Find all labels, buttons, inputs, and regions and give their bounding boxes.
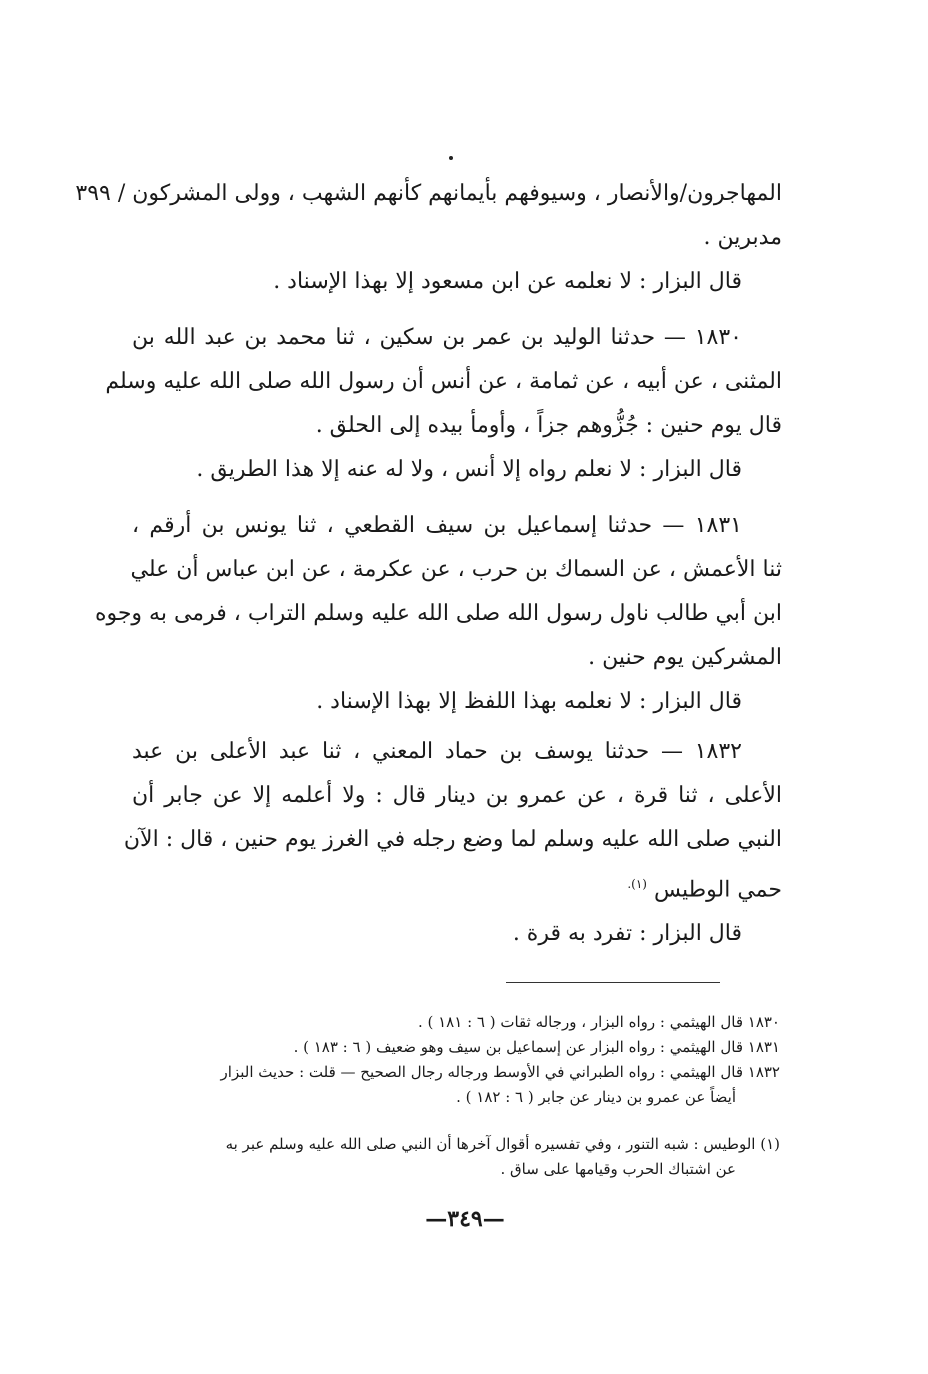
footnote-line-2: عن اشتباك الحرب وقيامها على ساق . xyxy=(500,1160,736,1178)
hadith-1831-line-3: ابن أبي طالب ناول رسول الله صلى الله عليه وسلم التراب ، فرمى به وجوه xyxy=(94,601,782,626)
hadith-1832-line-4 xyxy=(132,862,782,912)
hadith-1832-line-2: الأعلى ، ثنا قرة ، عن عمرو بن دينار قال : ولا أعلمه إلا عن جابر أن xyxy=(132,783,782,808)
footnote-ref: (١). xyxy=(627,877,647,891)
note-1831: ١٨٣١ قال الهيثمي : رواه البزار عن إسماعيل بن سيف وهو ضعيف ( ٦ : ١٨٣ ) . xyxy=(293,1038,780,1056)
hadith-1830-line-1: ١٨٣٠ — حدثنا الوليد بن عمر بن سكين ، ثنا محمد بن عبد الله بن xyxy=(132,325,742,350)
hadith-1832-line-1: ١٨٣٢ — حدثنا يوسف بن حماد المعني ، ثنا عبد الأعلى بن عبد xyxy=(132,739,742,764)
comment-line-3: قال البزار : لا نعلمه بهذا اللفظ إلا بهذا الإسناد . xyxy=(316,689,742,714)
hadith-1830-line-2: المثنى ، عن أبيه ، عن ثمامة ، عن أنس أن رسول الله صلى الله عليه وسلم xyxy=(105,369,782,394)
hadith-1831 xyxy=(94,504,782,724)
comment-line-4: قال البزار : تفرد به قرة . xyxy=(512,921,742,947)
hadith-1832-line-3: النبي صلى الله عليه وسلم لما وضع رجله في الغرز يوم حنين ، قال : الآن xyxy=(123,827,782,852)
text-line-2: مدبرين . xyxy=(703,225,782,250)
text-line-1: المهاجرون/والأنصار ، وسيوفهم بأيمانهم كأنهم الشهب ، وولى المشركون / ٣٩٩ xyxy=(75,181,782,206)
main-text xyxy=(75,172,782,304)
comment-line-1: قال البزار : لا نعلمه عن ابن مسعود إلا بهذا الإسناد . xyxy=(273,269,742,294)
note-1832-cont: أيضاً عن عمرو بن دينار عن جابر ( ٦ : ١٨٢ ) . xyxy=(456,1088,736,1106)
comment-line-2: قال البزار : لا نعلم رواه إلا أنس ، ولا له عنه إلا هذا الطريق . xyxy=(196,457,742,482)
hadith-1830 xyxy=(105,316,782,492)
diacritic-dot xyxy=(449,156,453,160)
hadith-1830-line-3: قال يوم حنين : جُزُّوهم جزاً ، وأومأ بيده إلى الحلق . xyxy=(315,413,782,438)
hadith-1832 xyxy=(123,730,782,956)
hadith-1831-line-4: المشركين يوم حنين . xyxy=(588,645,782,670)
takhrij-notes xyxy=(140,1010,780,1110)
note-1832: ١٨٣٢ قال الهيثمي : رواه الطبراني في الأوسط ورجاله رجال الصحيح — قلت : حديث البزار xyxy=(220,1063,780,1081)
hadith-1831-line-1: ١٨٣١ — حدثنا إسماعيل بن سيف القطعي ، ثنا يونس بن أرقم ، xyxy=(132,513,742,538)
footnote-divider xyxy=(506,982,720,983)
page-number: —٣٤٩— xyxy=(425,1206,505,1232)
hadith-1832-line-4-text: حمي الوطيس xyxy=(653,877,782,903)
footnote xyxy=(140,1132,780,1182)
footnote-line-1: (١) الوطيس : شبه التنور ، وفي تفسيره أقوال آخرها أن النبي صلى الله عليه وسلم عبر به xyxy=(225,1135,780,1153)
note-1830: ١٨٣٠ قال الهيثمي : رواه البزار ، ورجاله ثقات ( ٦ : ١٨١ ) . xyxy=(417,1013,780,1031)
hadith-1831-line-2: ثنا الأعمش ، عن السماك بن حرب ، عن عكرمة ، عن ابن عباس أن علي xyxy=(130,557,782,582)
